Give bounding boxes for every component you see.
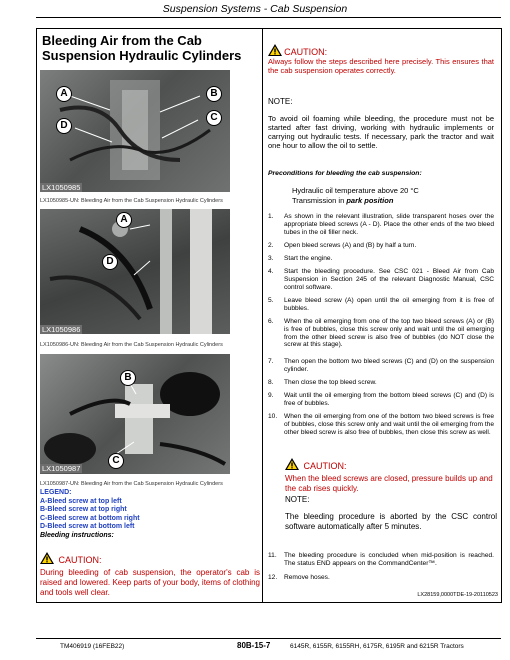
section-title: Bleeding Air from the Cab Suspension Hydraulic Cylinders [42, 33, 242, 63]
step-number: 9. [268, 392, 274, 399]
figure-3-callout-b: B [120, 370, 136, 386]
figure-1-callout-b: B [206, 86, 222, 102]
warning-triangle-icon [40, 552, 54, 564]
note-2-label: NOTE: [285, 495, 310, 504]
figure-1-callout-a: A [56, 86, 72, 102]
precondition-transmission-prefix: Transmission in [292, 195, 347, 205]
figure-2-callout-a: A [116, 212, 132, 228]
warning-triangle-icon [285, 458, 299, 470]
legend-item-d: D-Bleed screw at bottom left [40, 523, 135, 530]
figure-2-photo [40, 209, 230, 334]
caution-right-label: CAUTION: [303, 461, 347, 471]
step-text: Open bleed screws (A) and (B) by half a turn. [284, 242, 417, 249]
footer-models: 6145R, 6155R, 6155RH, 6175R, 6195R and 6215R Tractors [290, 643, 464, 650]
figure-1-caption: LX1050985-UN: Bleeding Air from the Cab Suspension Hydraulic Cylinders [40, 198, 223, 204]
step-text: The bleeding procedure is concluded when mid-position is reached. The status END appears on the CommandCenter™. [284, 552, 494, 567]
caution-left-label: CAUTION: [58, 555, 102, 565]
caution-left-text: During bleeding of cab suspension, the operator's cab is raised and lowered. Keep parts of your body, items of clothing and tools well clear. [40, 568, 260, 597]
bleeding-instructions-heading: Bleeding instructions: [40, 531, 114, 539]
figure-3-photo [40, 354, 230, 474]
column-divider [262, 28, 263, 603]
step-text: Start the bleeding procedure. See CSC 021 - Bleed Air from Cab Suspension in Section 245 of the relevant Diagnostic Manual, CSC control software. [284, 268, 494, 291]
note-1-label: NOTE: [268, 97, 293, 106]
step-number: 5. [268, 297, 274, 304]
legend [40, 489, 140, 540]
page-header-title: Suspension Systems - Cab Suspension [162, 3, 348, 15]
precondition-transmission [292, 196, 419, 206]
step-text: When the oil emerging from one of the top two bleed screws (A) or (B) is free of bubbles, close this screw only and wait until the oil emerging from the other bleed screw is also free of bubbles (do NOT close the screw at this stage). [284, 318, 494, 349]
figure-1-code: LX1050985 [42, 183, 81, 192]
step-number: 8. [268, 379, 274, 386]
caution-right-text: When the bleed screws are closed, pressure builds up and the cab rises quickly. [285, 474, 493, 493]
step-text: Start the engine. [284, 255, 333, 262]
step-number: 7. [268, 358, 274, 365]
legend-item-c: C-Bleed screw at bottom right [40, 514, 140, 522]
footer-manual-id: TM406919 (16FEB22) [60, 643, 125, 650]
legend-title: LEGEND: [40, 489, 72, 496]
warning-triangle-icon [268, 44, 282, 56]
legend-item-a: A-Bleed screw at top left [40, 497, 122, 505]
step-text: Then close the top bleed screw. [284, 379, 377, 386]
figure-3-drawing [40, 354, 230, 474]
footer-rule [36, 638, 501, 639]
step-text: Then open the bottom two bleed screws (C) and (D) on the suspension cylinder. [284, 358, 494, 373]
caution-top-label: CAUTION: [284, 47, 328, 57]
step-number: 2. [268, 242, 274, 249]
preconditions-title: Preconditions for bleeding the cab suspension: [268, 170, 422, 177]
step-number: 3. [268, 255, 274, 262]
note-1-text: To avoid oil foaming while bleeding, the procedure must not be started after fast driving, working with hydraulic implements or carrying out hydraulic tests. If necessary, park the tractor and wait one hour to allow the oil to settle. [268, 114, 494, 150]
figure-3-caption: LX1050987-UN: Bleeding Air from the Cab Suspension Hydraulic Cylinders [40, 481, 223, 487]
figure-2-code: LX1050986 [42, 325, 81, 334]
step-number: 10. [268, 413, 278, 420]
figure-2-caption: LX1050986-UN: Bleeding Air from the Cab Suspension Hydraulic Cylinders [40, 342, 223, 348]
figure-2-callout-d: D [102, 254, 118, 270]
preconditions-list [292, 186, 419, 205]
step-text: When the oil emerging from one of the bottom two bleed screws is free of bubbles, close this screw only and wait until the oil emerging from the other bleed screw is also free of bubbles, then close this screw as well. [284, 413, 494, 436]
step-text: Wait until the oil emerging from the bottom bleed screws (C) and (D) is free of bubbles. [284, 392, 494, 407]
footer-page-number: 80B-15-7 [237, 641, 271, 650]
doc-reference: LX28159,0000TDE-19-20110523 [417, 592, 498, 598]
caution-left [40, 550, 260, 598]
figure-3-code: LX1050987 [42, 464, 81, 473]
step-text: Remove hoses. [284, 574, 330, 581]
header-rule [36, 17, 501, 18]
legend-item-b: B-Bleed screw at top right [40, 506, 127, 513]
caution-top-text: Always follow the steps described here precisely. This ensures that the cab suspension operates correctly. [268, 57, 494, 75]
figure-2-drawing [40, 209, 230, 334]
note-2-text: The bleeding procedure is aborted by the CSC control software automatically after 5 minutes. [285, 512, 497, 531]
caution-right [285, 456, 497, 532]
precondition-temperature: Hydraulic oil temperature above 20 °C [292, 186, 419, 195]
step-number: 1. [268, 213, 274, 220]
figure-3-callout-c: C [108, 453, 124, 469]
step-number: 12. [268, 574, 278, 581]
figure-1-callout-d: D [56, 118, 72, 134]
step-text: Leave bleed screw (A) open until the oil emerging from it is free of bubbles. [284, 297, 494, 312]
caution-top [268, 44, 494, 75]
step-number: 6. [268, 318, 274, 325]
precondition-transmission-state: park position [346, 195, 394, 205]
step-text: As shown in the relevant illustration, slide transparent hoses over the appropriate bleed screws (A - D). Place the other ends of the two bleed tubes in the oil filler neck. [284, 213, 494, 236]
step-number: 4. [268, 268, 274, 275]
step-number: 11. [268, 552, 277, 559]
figure-1-callout-c: C [206, 110, 222, 126]
